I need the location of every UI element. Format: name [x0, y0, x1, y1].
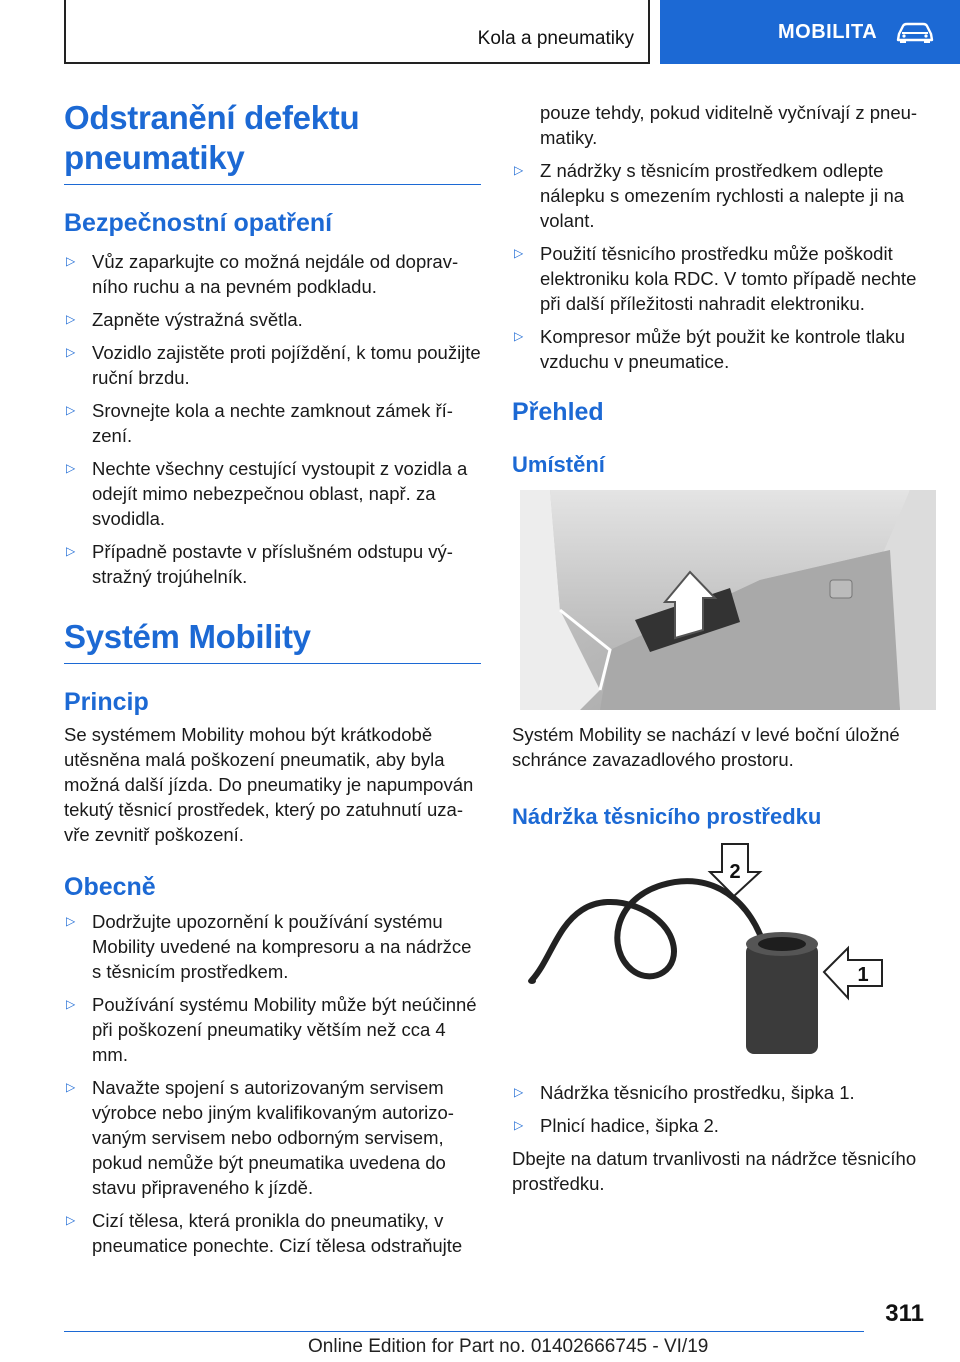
list-item: ▷ Cizí tělesa, která pronikla do pneumatiky, v pneumatice ponechte. Cizí tělesa odstraňujte: [66, 1210, 463, 1256]
general-heading: Obecně: [64, 873, 156, 901]
continued-text: pouze tehdy, pokud viditelně vyčnívají z pneumatiky.: [540, 102, 918, 148]
right-column: [512, 100, 928, 1196]
list-item: ▷ Zapněte výstražná světla.: [66, 309, 303, 330]
arrow-label-2: 2: [729, 861, 741, 883]
bullet-triangle-icon: ▷: [66, 254, 76, 268]
sealant-tank-illustration: [512, 840, 928, 1068]
arrow-label-1: 1: [857, 964, 869, 986]
bullet-triangle-icon: ▷: [66, 403, 76, 417]
list-item: ▷ Použití těsnicího prostředku může poškodit elektroniku kola RDC. V tomto případě nechte při další příležitosti nahradit elektroniku.: [514, 243, 917, 314]
chapter-tab: [660, 0, 960, 64]
edition-footer: Online Edition for Part no. 01402666745 - VI/19: [308, 1336, 709, 1357]
overview-heading: Přehled: [512, 398, 604, 426]
bullet-triangle-icon: ▷: [514, 1085, 524, 1099]
safety-heading: Bezpečnostní opatření: [64, 209, 333, 237]
list-item: ▷ Používání systému Mobility může být neúčinné při poškození pneumatiky větším než cca 4 mm.: [66, 994, 477, 1065]
list-item: ▷ Navažte spojení s autorizovaným servisem výrobce nebo jiným kvalifikovaným autorizovaným servisem nebo odborným servisem, pokud nemůže být pneumatika uvedena do stavu připraveného k jízdě.: [66, 1077, 454, 1198]
list-item: ▷ Případně postavte v příslušném odstupu výstražný trojúhelník.: [66, 541, 453, 587]
mobility-title: Systém Mobility: [64, 617, 481, 664]
section-title: Kola a pneumatiky: [477, 28, 634, 49]
tank-note: Dbejte na datum trvanlivosti na nádržce těsnicího prostředku.: [512, 1148, 917, 1194]
bullet-triangle-icon: ▷: [66, 1080, 76, 1094]
list-item: ▷ Dodržujte upozornění k používání systému Mobility uvedené na kompresoru a na nádržce s těsnicím prostředkem.: [66, 911, 472, 982]
list-item: ▷ Vozidlo zajistěte proti pojíždění, k tomu použijte ruční brzdu.: [66, 342, 481, 388]
location-text: Systém Mobility se nachází v levé boční úložné schránce zavazadlového prostoru.: [512, 724, 900, 770]
bullet-triangle-icon: ▷: [514, 1118, 524, 1132]
bullet-triangle-icon: ▷: [66, 461, 76, 475]
list-item: ▷ Z nádržky s těsnicím prostředkem odlepte nálepku s omezením rychlosti a nalepte ji na volant.: [514, 160, 905, 231]
bullet-triangle-icon: ▷: [514, 329, 524, 343]
header-section-box: [64, 0, 650, 64]
page-number: 311: [885, 1300, 924, 1327]
list-item: ▷ Srovnejte kola a nechte zamknout zámek řízení.: [66, 400, 453, 446]
bullet-triangle-icon: ▷: [514, 163, 524, 177]
list-item: ▷ Kompresor může být použit ke kontrole tlaku vzduchu v pneumatice.: [514, 326, 906, 372]
list-item: ▷ Vůz zaparkujte co možná nejdále od dopravního ruchu a na pevném podkladu.: [66, 251, 459, 297]
bullet-triangle-icon: ▷: [514, 246, 524, 260]
list-item: ▷ Plnicí hadice, šipka 2.: [514, 1115, 719, 1136]
footer-divider: [64, 1331, 864, 1332]
bullet-triangle-icon: ▷: [66, 997, 76, 1011]
general-list: [64, 909, 481, 1258]
list-item: ▷ Nádržka těsnicího prostředku, šipka 1.: [514, 1082, 855, 1103]
chapter-title: MOBILITA: [778, 20, 878, 43]
trunk-compartment-illustration: [520, 490, 936, 710]
bullet-triangle-icon: ▷: [66, 345, 76, 359]
left-column: [64, 98, 481, 1266]
safety-list: [64, 249, 481, 589]
bullet-triangle-icon: ▷: [66, 544, 76, 558]
tank-heading: Nádržka těsnicího prostředku: [512, 804, 822, 829]
car-icon: [895, 20, 935, 44]
bullet-triangle-icon: ▷: [66, 312, 76, 326]
bullet-triangle-icon: ▷: [66, 1213, 76, 1227]
principle-text: Se systémem Mobility mohou být krátkodobě utěsněna malá poškození pneumatik, aby byla možná další jízda. Do pneumatiky je napumpován tekutý těsnicí prostředek, který po zatuhnutí uzavře zevnitř poškození.: [64, 724, 474, 845]
page-title: Odstranění defektu pneumatiky: [64, 98, 481, 185]
principle-heading: Princip: [64, 688, 149, 716]
bullet-triangle-icon: ▷: [66, 914, 76, 928]
location-heading: Umístění: [512, 452, 605, 477]
list-item: ▷ Nechte všechny cestující vystoupit z vozidla a odejít mimo nebezpečnou oblast, např. za svodidla.: [66, 458, 468, 529]
